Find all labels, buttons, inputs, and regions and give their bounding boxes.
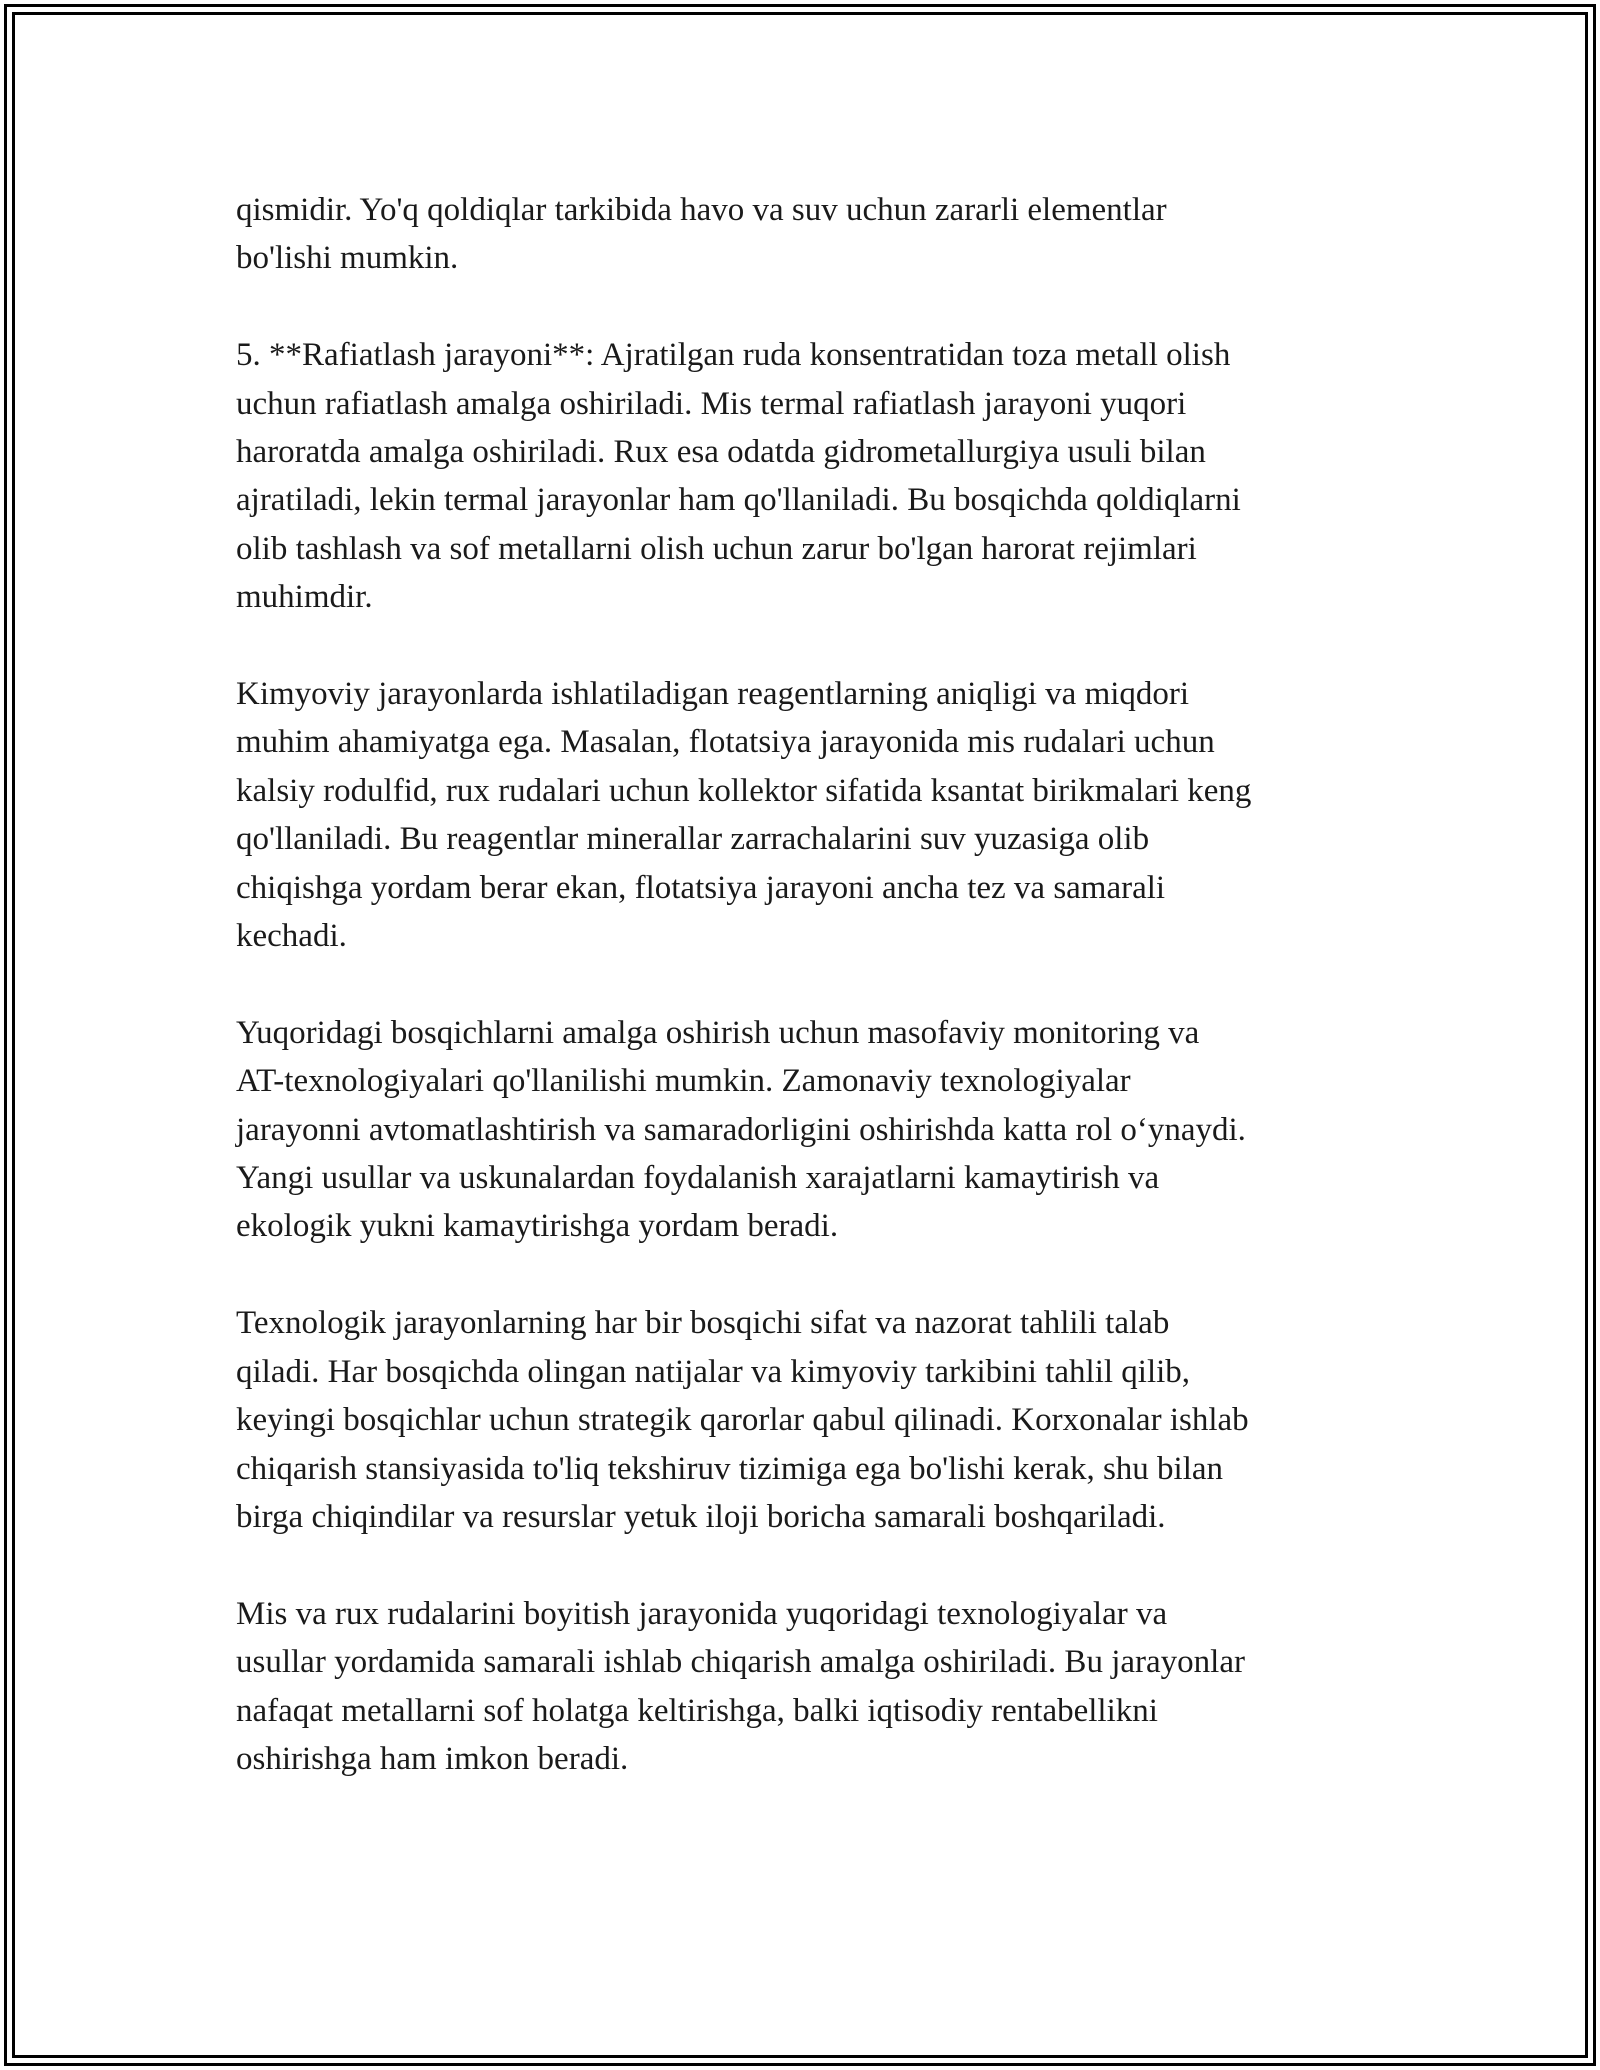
paragraph-monitoring-technologies: Yuqoridagi bosqichlarni amalga oshirish uchun masofaviy monitoring va AT-texnologiyalari qo'llanilishi mumkin. Zamonaviy texnologiyalar jarayonni avtomatlashtirish va samaradorligini oshirishda katta rol o‘ynaydi. Yangi usullar va uskunalardan foydalanish xarajatlarni kamaytirish va ekologik yukni kamaytirishga yordam beradi. — [236, 1014, 1246, 1245]
paragraph-quality-control: Texnologik jarayonlarning har bir bosqichi sifat va nazorat tahlili talab qiladi. Har bosqichda olingan natijalar va kimyoviy tarkibini tahlil qilib, keyingi bosqichlar uchun strategik qarorlar qabul qilinadi. Korxonalar ishlab chiqarish stansiyasida to'liq tekshiruv tizimiga ega bo'lishi kerak, shu bilan birga chiqindilar va resurslar yetuk iloji boricha samarali boshqariladi. — [236, 1305, 1249, 1535]
paragraph-conclusion: Mis va rux rudalarini boyitish jarayonida yuqoridagi texnologiyalar va usullar yordamida samarali ishlab chiqarish amalga oshiriladi. Bu jarayonlar nafaqat metallarni sof holatga keltirishga, balki iqtisodiy rentabellikni oshirishga ham imkon beradi. — [236, 1595, 1245, 1777]
paragraph-chemical-reagents: Kimyoviy jarayonlarda ishlatiladigan reagentlarning aniqligi va miqdori muhim ahamiyatga ega. Masalan, flotatsiya jarayonida mis rudalari uchun kalsiy rodulfid, rux rudalari uchun kollektor sifatida ksantat birikmalari keng qo'llaniladi. Bu reagentlar minerallar zarrachalarini suv yuzasiga olib chiqishga yordam berar ekan, flotatsiya jarayoni ancha tez va samarali kechadi. — [236, 676, 1252, 955]
paragraph-continuation: qismidir. Yo'q qoldiqlar tarkibida havo va suv uchun zararli elementlar bo'lishi mumkin. — [236, 192, 1167, 277]
paragraph-refining-process: 5. **Rafiatlash jarayoni**: Ajratilgan ruda konsentratidan toza metall olish uchun rafiatlash amalga oshiriladi. Mis termal rafiatlash jarayoni yuqori haroratda amalga oshiriladi. Rux esa odatda gidrometallurgiya usuli bilan ajratiladi, lekin termal jarayonlar ham qo'llaniladi. Bu bosqichda qoldiqlarni olib tashlash va sof metallarni olish uchun zarur bo'lgan harorat rejimlari muhimdir. — [236, 337, 1241, 616]
document-body — [236, 186, 1386, 1832]
